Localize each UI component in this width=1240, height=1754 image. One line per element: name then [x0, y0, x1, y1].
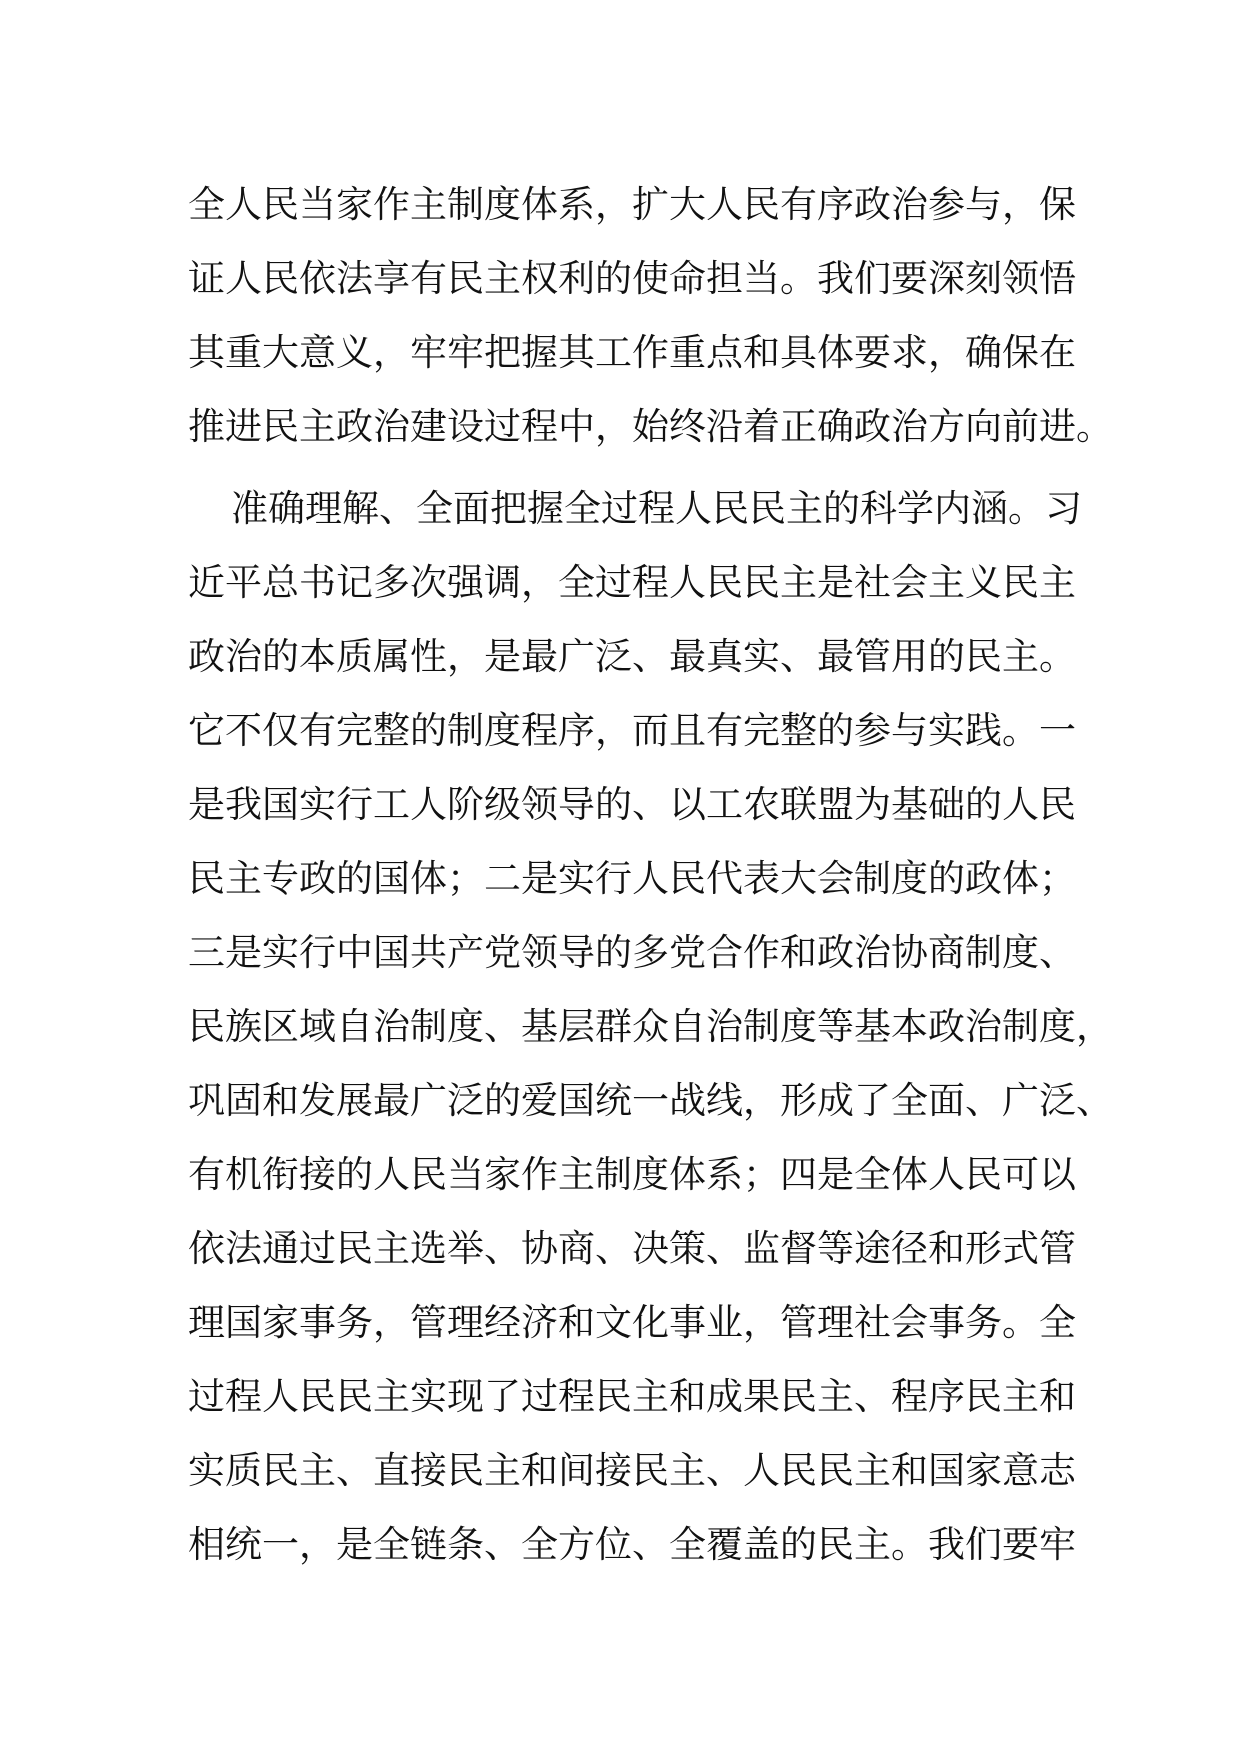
paragraph-2-line-12: 理国家事务，管理经济和文化事业，管理社会事务。全: [188, 1301, 1076, 1344]
paragraph-2: [188, 472, 1113, 1582]
paragraph-2-line-14: 实质民主、直接民主和间接民主、人民民主和国家意志: [188, 1449, 1076, 1492]
paragraph-1-line-3: 其重大意义，牢牢把握其工作重点和具体要求，确保在: [188, 331, 1076, 374]
document-body: [188, 168, 1113, 1582]
paragraph-2-line-1: 准确理解、全面把握全过程人民民主的科学内涵。习: [231, 487, 1082, 530]
paragraph-2-line-10: 有机衔接的人民当家作主制度体系；四是全体人民可以: [188, 1153, 1076, 1196]
paragraph-2-line-8: 民族区域自治制度、基层群众自治制度等基本政治制度，: [188, 1005, 1113, 1048]
paragraph-spacing: [188, 464, 1088, 472]
paragraph-1: [188, 168, 1113, 464]
paragraph-2-line-7: 三是实行中国共产党领导的多党合作和政治协商制度、: [188, 931, 1076, 974]
paragraph-2-line-11: 依法通过民主选举、协商、决策、监督等途径和形式管: [188, 1227, 1076, 1270]
paragraph-2-line-2: 近平总书记多次强调，全过程人民民主是社会主义民主: [188, 561, 1076, 604]
paragraph-2-line-5: 是我国实行工人阶级领导的、以工农联盟为基础的人民: [188, 783, 1076, 826]
paragraph-2-line-4: 它不仅有完整的制度程序，而且有完整的参与实践。一: [188, 709, 1076, 752]
paragraph-2-line-13: 过程人民民主实现了过程民主和成果民主、程序民主和: [188, 1375, 1076, 1418]
paragraph-1-line-1: 全人民当家作主制度体系，扩大人民有序政治参与，保: [188, 183, 1076, 226]
paragraph-2-line-9: 巩固和发展最广泛的爱国统一战线，形成了全面、广泛、: [188, 1079, 1113, 1122]
paragraph-2-line-3: 政治的本质属性，是最广泛、最真实、最管用的民主。: [188, 635, 1076, 678]
paragraph-1-line-2: 证人民依法享有民主权利的使命担当。我们要深刻领悟: [188, 257, 1076, 300]
paragraph-1-line-4: 推进民主政治建设过程中，始终沿着正确政治方向前进。: [188, 405, 1113, 448]
paragraph-2-line-6: 民主专政的国体；二是实行人民代表大会制度的政体；: [188, 857, 1076, 900]
paragraph-2-line-15: 相统一，是全链条、全方位、全覆盖的民主。我们要牢: [188, 1523, 1076, 1566]
